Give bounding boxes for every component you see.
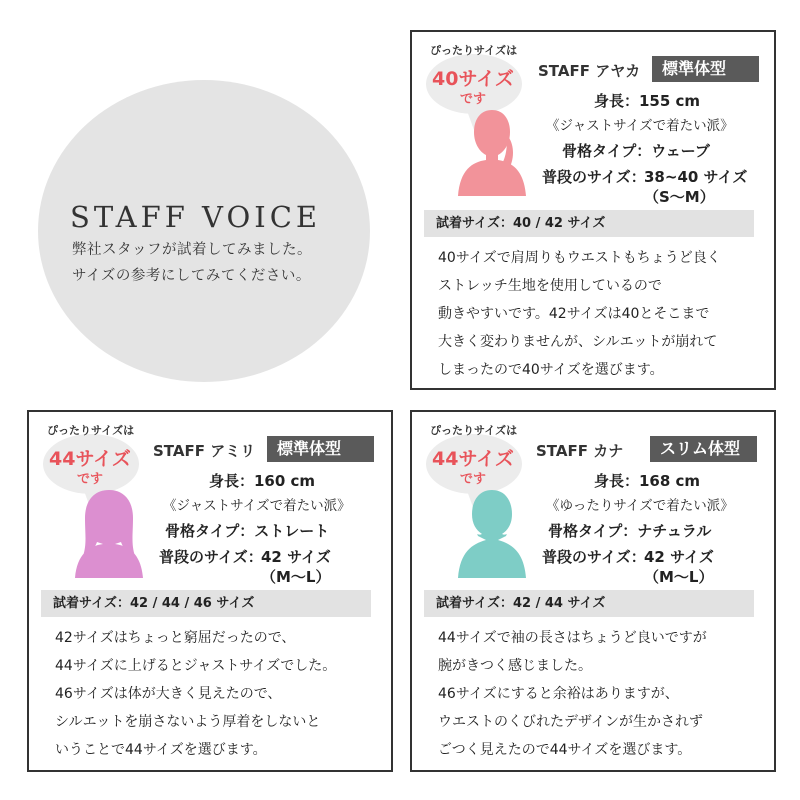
staff-card-ayaka [410,30,776,390]
usual-size-letter: （M〜L） [644,568,714,586]
frame-type: 骨格タイプ：ストレート [165,522,330,540]
preference: 《ジャストサイズで着たい派》 [546,118,734,134]
staff-card-kana [410,410,776,772]
height: 身長：160 cm [209,472,316,490]
usual-size: 42 サイズ [644,548,714,566]
comment-line: 腕がきつく感じました。 [438,658,592,674]
comment-line: 動きやすいです。42サイズは40とそこまで [438,306,710,322]
person-avatar-icon [69,486,149,578]
comment-line: 46サイズは体が大きく見えたので、 [55,686,282,702]
comment-line: 44サイズに上げるとジャストサイズでした。 [55,658,337,674]
usual-size: 42 サイズ [261,548,331,566]
body-type-badge: スリム体型 [650,436,757,462]
comment-text [438,624,707,764]
staff-name: STAFF アヤカ [538,62,641,80]
fit-suffix: です [460,472,487,487]
comment-line: ストレッチ生地を使用しているので [438,278,662,294]
intro-line-1: 弊社スタッフが試着してみました。 [72,242,312,258]
usual-size-label: 普段のサイズ： [542,548,646,566]
fit-caption: ぴったりサイズは [430,424,518,437]
comment-line: シルエットを崩さないよう厚着をしないと [55,714,321,730]
comment-line: ウエストのくびれたデザインが生かされず [438,714,704,730]
fit-size: 44サイズ [49,448,131,470]
fit-suffix: です [77,472,104,487]
fit-caption: ぴったりサイズは [430,44,518,57]
comment-line: いうことで44サイズを選びます。 [55,742,267,758]
staff-card-amiri [27,410,393,772]
usual-size-letter: （S〜M） [644,188,715,206]
staff-name: STAFF カナ [536,442,624,460]
height: 身長：155 cm [594,92,701,110]
height: 身長：168 cm [594,472,701,490]
body-type-badge: 標準体型 [652,56,759,82]
usual-size-letter: （M〜L） [261,568,331,586]
usual-size-label: 普段のサイズ： [159,548,263,566]
comment-line: 大きく変わりませんが、シルエットが崩れて [438,334,718,350]
intro-title: STAFF VOICE [70,200,322,234]
comment-line: ごつく見えたので44サイズを選びます。 [438,742,692,758]
preference: 《ジャストサイズで着たい派》 [163,498,351,514]
comment-line: 42サイズはちょっと窮屈だったので、 [55,630,296,646]
body-type-badge: 標準体型 [267,436,374,462]
preference: 《ゆったりサイズで着たい派》 [546,498,734,514]
usual-size: 38~40 サイズ [644,168,748,186]
person-avatar-icon [452,486,532,578]
person-avatar-icon [452,104,532,196]
intro-line-2: サイズの参考にしてみてください。 [72,268,311,284]
comment-line: 40サイズで肩周りもウエストもちょうど良く [438,250,721,266]
comment-line: 44サイズで袖の長さはちょうど良いですが [438,630,707,646]
comment-text [55,624,336,764]
tried-sizes: 試着サイズ：42 / 44 / 46 サイズ [41,590,371,617]
comment-text [438,244,721,384]
comment-line: しまったので40サイズを選びます。 [438,362,664,378]
tried-sizes: 試着サイズ：40 / 42 サイズ [424,210,754,237]
usual-size-label: 普段のサイズ： [542,168,646,186]
frame-type: 骨格タイプ：ナチュラル [548,522,712,540]
fit-size: 44サイズ [432,448,514,470]
frame-type: 骨格タイプ：ウェーブ [562,142,710,160]
fit-caption: ぴったりサイズは [47,424,135,437]
fit-suffix: です [460,92,487,107]
fit-size: 40サイズ [432,68,514,90]
comment-line: 46サイズにすると余裕はありますが、 [438,686,679,702]
tried-sizes: 試着サイズ：42 / 44 サイズ [424,590,754,617]
staff-name: STAFF アミリ [153,442,256,460]
